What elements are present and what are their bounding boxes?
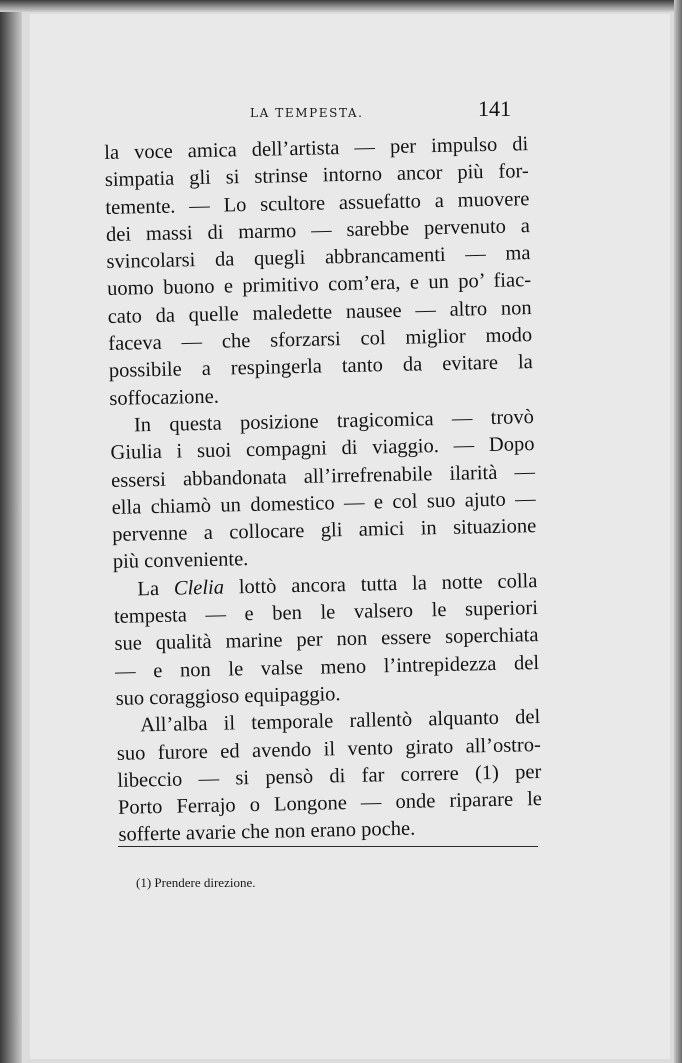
- text-line: soffocazione.: [109, 385, 220, 410]
- page-right-edge: [674, 0, 682, 1063]
- footnote-rule: [118, 846, 538, 847]
- text-line: uomo buono e primitivo com’era, e un po’ fiac-: [106, 269, 532, 301]
- text-fragment: La: [137, 577, 175, 601]
- ship-name-italic: Clelia: [173, 576, 225, 600]
- text-line: In questa posizione tragicomica — trovò: [133, 406, 535, 437]
- text-line: pervenne a collocare gli amici in situazione: [112, 515, 537, 547]
- book-binding-edge: [0, 0, 22, 1063]
- text-line: Porto Ferrajo o Longone — onde riparare le: [117, 788, 543, 819]
- text-line: temente. — Lo scultore assuefatto a muovere: [105, 187, 530, 219]
- text-line: suo furore ed avendo il vento girato all’ostro-: [116, 733, 541, 765]
- text-line: la voce amica dell’artista — per impulso di: [104, 133, 529, 164]
- text-line: cato da quelle maledette nausee — altro non: [107, 296, 532, 328]
- text-line: possibile a respingerla tanto da evitare la: [108, 351, 533, 383]
- text-line: svincolarsi da quegli abbrancamenti — ma: [106, 242, 531, 274]
- text-line: più conveniente.: [112, 548, 249, 574]
- page-top-edge: [0, 0, 682, 12]
- text-line: dei massi di marmo — sarebbe pervenuto a: [105, 214, 531, 246]
- running-title: LA TEMPESTA.: [250, 106, 364, 120]
- text-line: simpatia gli si strinse intorno ancor più for-: [104, 160, 529, 192]
- text-line: — e non le valse meno l’intrepidezza del: [114, 651, 540, 683]
- text-line: sue qualità marine per non essere soperchiata: [114, 624, 539, 656]
- page-number: 141: [478, 96, 511, 121]
- text-line: faceva — che sforzarsi col miglior modo: [108, 324, 533, 356]
- footnote: (1) Prendere direzione.: [136, 875, 256, 890]
- body-text: [104, 131, 543, 849]
- text-line: Giulia i suoi compagni di viaggio. — Dopo: [110, 433, 535, 465]
- text-line: sofferte avarie che non erano poche.: [118, 818, 416, 847]
- text-fragment: lottò ancora tutta la notte colla: [223, 569, 538, 599]
- text-line: essersi abbandonata all’irrefrenabile ilarità —: [110, 460, 536, 492]
- text-line: ella chiamò un domestico — e col suo ajuto —: [111, 487, 536, 519]
- text-line: libeccio — si pensò di far correre (1) per: [117, 760, 542, 792]
- text-line: suo coraggioso equipaggio.: [115, 683, 341, 710]
- text-line: All’alba il temporale rallentò alquanto del: [140, 706, 541, 737]
- text-line: tempesta — e ben le valsero le superiori: [113, 597, 539, 628]
